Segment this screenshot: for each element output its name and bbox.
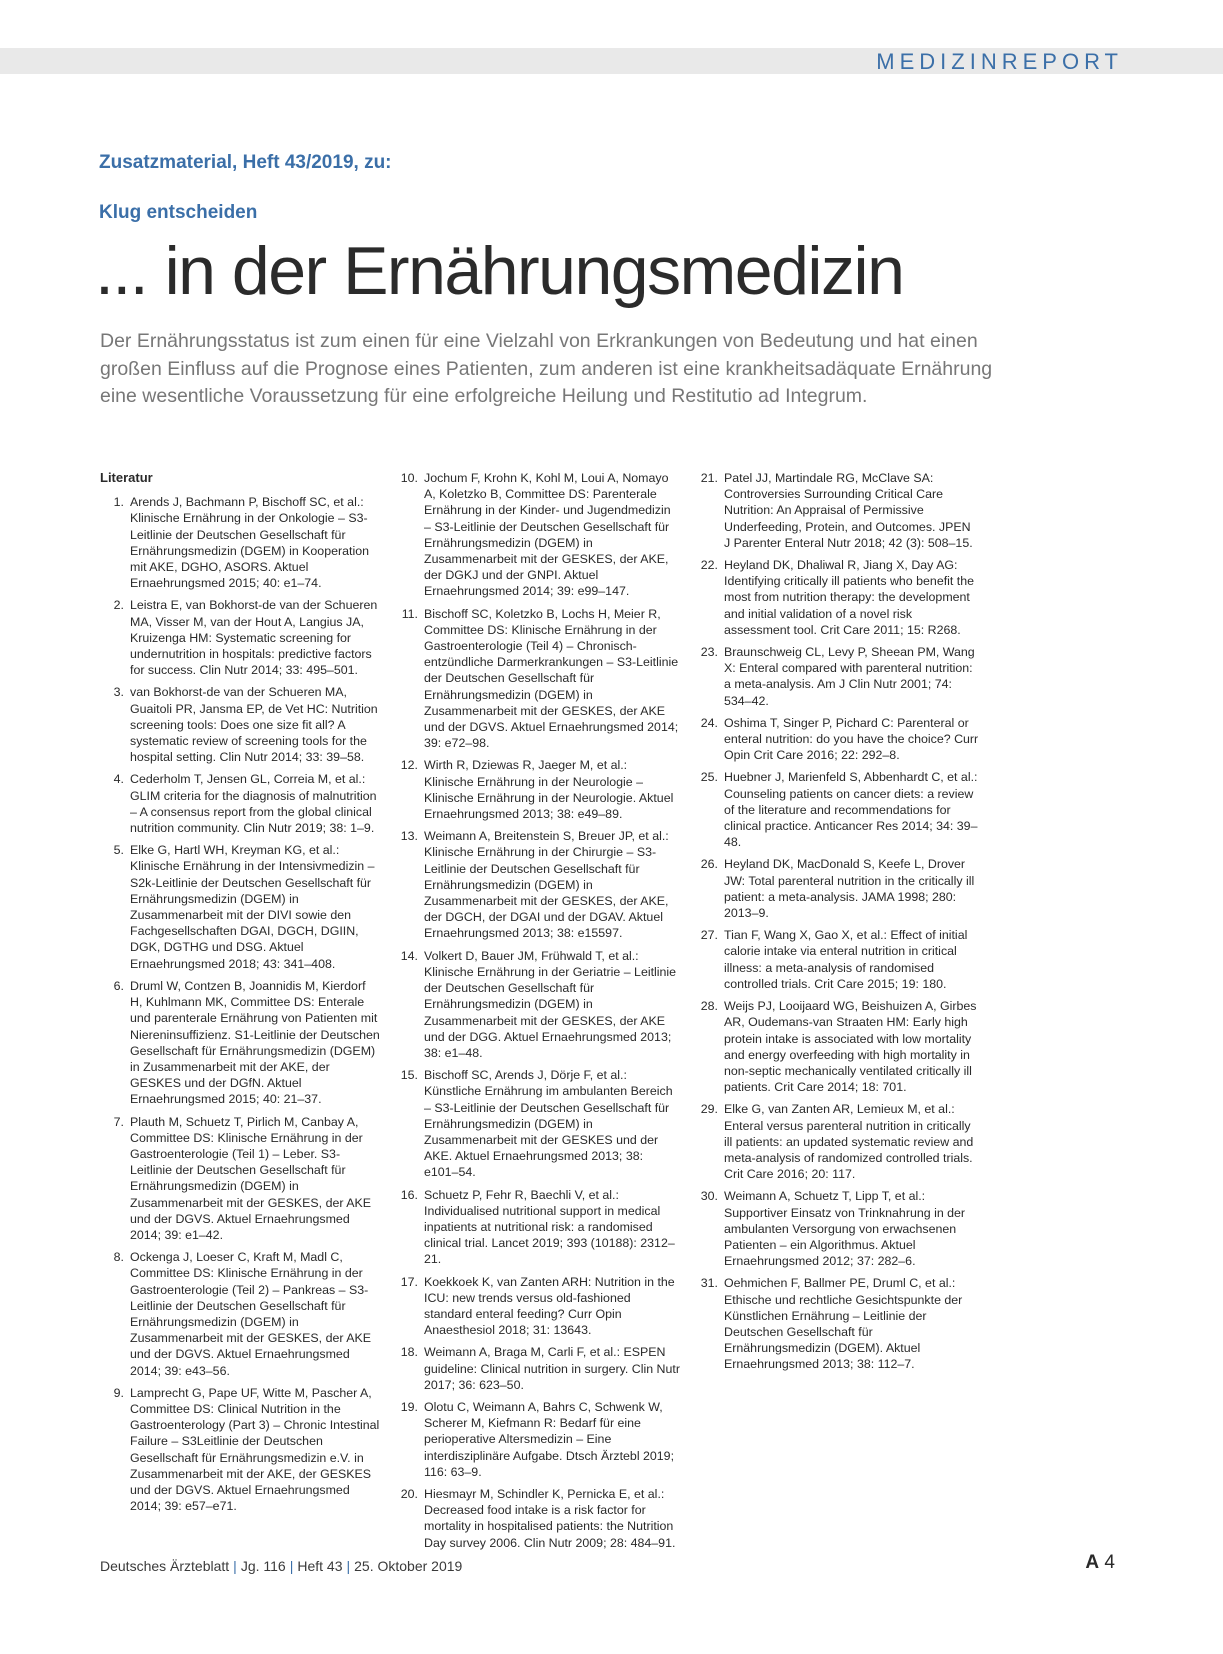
- reference-item: [100, 684, 380, 765]
- reference-text: Koekkoek K, van Zanten ARH: Nutrition in the ICU: new trends versus old-fashioned standard enteral feeding? Curr Opin Anaesthesiol 2018; 31: 13643.: [424, 1274, 675, 1338]
- reference-text: Jochum F, Krohn K, Kohl M, Loui A, Nomayo A, Koletzko B, Committee DS: Parenterale Ernährung in der Kinder- und Jugendmedizin – S3-Leitlinie der Deutschen Gesellschaft für Ernährungsmedizin (DGEM) in Zusammenarbeit mit der GESKES, der AKE, der DGKJ und der GNPI. Aktuel Ernaehrungsmed 2014; 39: e99–147.: [424, 471, 671, 599]
- reference-item: [690, 1275, 980, 1372]
- reference-number: 12.: [400, 758, 418, 773]
- reference-text: Lamprecht G, Pape UF, Witte M, Pascher A, Committee DS: Clinical Nutrition in the Gastroenterology (Part 3) – Chronic Intestinal Failure – S3Leitlinie der Deutschen Gesellschaft für Ernährungsmedizin e.V. in Zusammenarbeit mit der AKE, der GESKES und der DGVS. Aktuel Ernaehrungsmed 2014; 39: e57–e71.: [130, 1385, 380, 1514]
- reference-text: Elke G, Hartl WH, Kreyman KG, et al.: Klinische Ernährung in der Intensivmedizin – S2k-Leitlinie der Deutschen Gesellschaft für Ernährungsmedizin (DGEM) in Zusammenarbeit mit der DIVI sowie den Fachgesellschaften DGAI, DGCH, DGIIN, DGK, DGTHG und DSG. Aktuel Ernaehrungsmed 2018; 43: 341–408.: [130, 843, 375, 971]
- reference-item: [690, 557, 980, 638]
- reference-item: [390, 470, 680, 600]
- reference-item: [390, 1187, 680, 1268]
- reference-number: 16.: [400, 1187, 418, 1202]
- reference-text: Bischoff SC, Koletzko B, Lochs H, Meier R, Committee DS: Klinische Ernährung in der Gastroenterologie (Teil 4) – Chronisch-entzündliche Darmerkrankungen – S3-Leitlinie der Deutschen Gesellschaft für Ernährungsmedizin (DGEM) in Zusammenarbeit mit der GESKES, der AKE und der DGVS. Aktuel Ernaehrungsmed 2014; 39: e72–98.: [424, 606, 679, 751]
- reference-item: [100, 771, 380, 836]
- reference-text: Weimann A, Braga M, Carli F, et al.: ESPEN guideline: Clinical nutrition in surgery. Clin Nutr 2017; 36: 623–50.: [424, 1345, 680, 1392]
- reference-number: 26.: [700, 857, 718, 872]
- reference-text: Plauth M, Schuetz T, Pirlich M, Canbay A, Committee DS: Klinische Ernährung in der Gastroenterologie (Teil 1) – Leber. S3-Leitlinie der Deutschen Gesellschaft für Ernährungsmedizin (DGEM) in Zusammenarbeit mit der GESKES, der AKE und der DGVS. Aktuel Ernaehrungsmed 2014; 39: e1–42.: [130, 1114, 372, 1242]
- reference-item: [390, 828, 680, 941]
- reference-text: Huebner J, Marienfeld S, Abbenhardt C, et al.: Counseling patients on cancer diets: a review of the literature and recommendations for clinical practice. Anticancer Res 2014; 34: 39–48.: [724, 770, 978, 850]
- reference-number: 14.: [400, 948, 418, 963]
- reference-item: [100, 842, 380, 972]
- series-kicker: Klug entscheiden: [99, 202, 258, 223]
- reference-number: 29.: [700, 1102, 718, 1117]
- reference-item: [690, 769, 980, 850]
- reference-number: 18.: [400, 1345, 418, 1360]
- reference-number: 28.: [700, 999, 718, 1014]
- reference-number: 21.: [700, 471, 718, 485]
- reference-item: [100, 978, 380, 1108]
- reference-item: [390, 606, 680, 752]
- reference-item: [690, 856, 980, 921]
- reference-item: [390, 1486, 680, 1551]
- footer-volume: Jg. 116: [240, 1558, 286, 1574]
- reference-text: Ockenga J, Loeser C, Kraft M, Madl C, Committee DS: Klinische Ernährung in der Gastroenterologie (Teil 2) – Pankreas – S3-Leitlinie der Deutschen Gesellschaft für Ernährungsmedizin (DGEM) in Zusammenarbeit mit der GESKES, der AKE und der DGVS. Aktuel Ernaehrungsmed 2014; 39: e43–56.: [130, 1250, 372, 1378]
- reference-item: [100, 1249, 380, 1379]
- reference-item: [390, 1344, 680, 1393]
- reference-number: 5.: [113, 843, 124, 858]
- reference-text: Heyland DK, Dhaliwal R, Jiang X, Day AG: Identifying critically ill patients who benefit the most from nutrition therapy: the development and initial validation of a novel risk assessment tool. Crit Care 2011; 15: R268.: [724, 558, 975, 637]
- reference-number: 27.: [700, 928, 718, 943]
- reference-text: Patel JJ, Martindale RG, McClave SA: Controversies Surrounding Critical Care Nutrition: An Appraisal of Permissive Underfeeding, Protein, and Outcomes. JPEN J Parenter Enteral Nutr 2018; 42 (3): 508–15.: [724, 471, 973, 550]
- reference-text: Olotu C, Weimann A, Bahrs C, Schwenk W, Scherer M, Kiefmann R: Bedarf für eine perioperative Altersmedizin – Eine interdisziplinäre Aufgabe. Dtsch Ärztebl 2019; 116: 63–9.: [424, 1399, 675, 1479]
- references-column-1: [100, 470, 380, 1520]
- reference-item: [390, 1399, 680, 1480]
- reference-number: 17.: [400, 1274, 418, 1289]
- reference-number: 20.: [400, 1486, 418, 1501]
- reference-item: [100, 1385, 380, 1515]
- reference-text: Weijs PJ, Looijaard WG, Beishuizen A, Girbes AR, Oudemans-van Straaten HM: Early high protein intake is associated with low mortality and energy overfeeding with high mortality in non-septic mechanically ventilated critically ill patients. Crit Care 2014; 18: 701.: [724, 999, 977, 1095]
- reference-number: 4.: [113, 772, 124, 787]
- reference-text: Weimann A, Breitenstein S, Breuer JP, et al.: Klinische Ernährung in der Chirurgie – S3-Leitlinie der Deutschen Gesellschaft für Ernährungsmedizin (DGEM) in Zusammenarbeit mit der GESKES, der AKE, der DGCH, der DGAI und der DGAV. Aktuel Ernaehrungsmed 2013; 38: e15597.: [424, 829, 669, 941]
- references-column-3: [690, 470, 980, 1379]
- reference-text: Oehmichen F, Ballmer PE, Druml C, et al.: Ethische und rechtliche Gesichtspunkte der Künstlichen Ernährung – Leitlinie der Deutschen Gesellschaft für Ernährungsmedizin (DGEM). Aktuel Ernaehrungsmed 2013; 38: 112–7.: [724, 1276, 963, 1372]
- page-number: [1085, 1552, 1115, 1574]
- reference-item: [390, 1067, 680, 1180]
- reference-number: 10.: [400, 471, 418, 485]
- reference-text: Weimann A, Schuetz T, Lipp T, et al.: Supportiver Einsatz von Trinknahrung in der ambulanten Versorgung von erwachsenen Patienten – ein Algorithmus. Aktuel Ernaehrungsmed 2012; 37: 282–6.: [724, 1189, 966, 1269]
- reference-number: 31.: [700, 1276, 718, 1291]
- reference-text: Volkert D, Bauer JM, Frühwald T, et al.: Klinische Ernährung in der Geriatrie – Leitlinie der Deutschen Gesellschaft für Ernährungsmedizin (DGEM) in Zusammenarbeit mit der GESKES, der AKE und der DGG. Aktuel Ernaehrungsmed 2013; 38: e1–48.: [424, 948, 677, 1060]
- lead-paragraph: Der Ernährungsstatus ist zum einen für eine Vielzahl von Erkrankungen von Bedeutung und hat einen großen Einfluss auf die Prognose eines Patienten, zum anderen ist eine krankheitsadäquate Ernährung eine wesentliche Voraussetzung für eine erfolgreiche Heilung und Restitutio ad Integrum.: [100, 330, 993, 407]
- reference-number: 30.: [700, 1189, 718, 1204]
- section-label: MEDIZINREPORT: [876, 49, 1123, 74]
- footer: Deutsches Ärzteblatt | Jg. 116 | Heft 43 | 25. Oktober 2019: [100, 1558, 463, 1574]
- reference-text: Heyland DK, MacDonald S, Keefe L, Drover JW: Total parenteral nutrition in the critically ill patient: a meta-analysis. JAMA 1998; 280: 2013–9.: [724, 857, 975, 921]
- references-column-2: [390, 470, 680, 1557]
- reference-item: [100, 597, 380, 678]
- reference-number: 3.: [113, 685, 124, 700]
- reference-text: Braunschweig CL, Levy P, Sheean PM, Wang X: Enteral compared with parenteral nutrition: a meta-analysis. Am J Clin Nutr 2001; 74: 534–42.: [724, 645, 975, 708]
- reference-item: [690, 1188, 980, 1269]
- supplement-kicker: Zusatzmaterial, Heft 43/2019, zu:: [99, 152, 392, 173]
- reference-number: 1.: [113, 495, 124, 510]
- reference-number: 23.: [700, 645, 718, 660]
- literature-heading: Literatur: [100, 470, 153, 485]
- reference-item: [690, 998, 980, 1095]
- reference-text: Druml W, Contzen B, Joannidis M, Kierdorf H, Kuhlmann MK, Committee DS: Enterale und parenterale Ernährung von Patienten mit Niereninsuffizienz. S1-Leitlinie der Deutschen Gesellschaft für Ernährungsmedizin (DGEM) in Zusammenarbeit mit der AKE, der GESKES und der DGfN. Aktuel Ernaehrungsmed 2015; 40: 21–37.: [130, 978, 380, 1107]
- reference-number: 8.: [113, 1250, 124, 1265]
- reference-item: [100, 494, 380, 591]
- reference-text: Bischoff SC, Arends J, Dörje F, et al.: Künstliche Ernährung im ambulanten Bereich – S3-Leitlinie der Deutschen Gesellschaft für Ernährungsmedizin (DGEM) in Zusammenarbeit mit der GESKES und der AKE. Aktuel Ernaehrungsmed 2013; 38: e101–54.: [424, 1068, 673, 1180]
- reference-item: [690, 715, 980, 764]
- reference-number: 9.: [113, 1385, 124, 1400]
- reference-item: [390, 1274, 680, 1339]
- reference-text: Oshima T, Singer P, Pichard C: Parenteral or enteral nutrition: do you have the choice? Curr Opin Crit Care 2016; 22: 292–8.: [724, 715, 979, 763]
- reference-item: [390, 948, 680, 1061]
- page-number-value: 4: [1104, 1552, 1115, 1573]
- reference-item: [690, 644, 980, 709]
- footer-journal: Deutsches Ärzteblatt: [100, 1558, 230, 1574]
- reference-text: Tian F, Wang X, Gao X, et al.: Effect of initial calorie intake via enteral nutrition in critical illness: a meta-analysis of randomised controlled trials. Crit Care 2015; 19: 180.: [724, 928, 968, 991]
- reference-text: Hiesmayr M, Schindler K, Pernicka E, et al.: Decreased food intake is a risk factor for mortality in hospitalised patients: the Nutrition Day survey 2006. Clin Nutr 2009; 28: 484–91.: [424, 1486, 676, 1550]
- reference-text: Wirth R, Dziewas R, Jaeger M, et al.: Klinische Ernährung in der Neurologie – Klinische Ernährung in der Neurologie. Aktuel Ernaehrungsmed 2013; 38: e49–89.: [424, 758, 674, 822]
- footer-date: 25. Oktober 2019: [354, 1558, 463, 1574]
- reference-number: 11.: [401, 606, 418, 621]
- page-prefix: A: [1085, 1552, 1100, 1573]
- reference-number: 19.: [400, 1399, 418, 1414]
- footer-issue: Heft 43: [297, 1558, 343, 1574]
- reference-text: Leistra E, van Bokhorst-de van der Schueren MA, Visser M, van der Hout A, Langius JA, Kruizenga HM: Systematic screening for undernutrition in hospitals: predictive factors for success. Clin Nutr 2014; 33: 495–501.: [130, 598, 378, 678]
- reference-item: [390, 757, 680, 822]
- reference-number: 2.: [113, 598, 124, 613]
- reference-text: Elke G, van Zanten AR, Lemieux M, et al.: Enteral versus parenteral nutrition in critically ill patients: an updated systematic review and meta-analysis of randomized controlled trials. Crit Care 2016; 20: 117.: [724, 1102, 974, 1182]
- page-title: ... in der Ernährungsmedizin: [95, 233, 904, 309]
- reference-number: 6.: [113, 978, 124, 993]
- reference-text: Schuetz P, Fehr R, Baechli V, et al.: Individualised nutritional support in medical inpatients at nutritional risk: a randomised clinical trial. Lancet 2019; 393 (10188): 2312–21.: [424, 1187, 675, 1267]
- reference-item: [100, 1114, 380, 1244]
- reference-text: Cederholm T, Jensen GL, Correia M, et al.: GLIM criteria for the diagnosis of malnutrition – A consensus report from the global clinical nutrition community. Clin Nutr 2019; 38: 1–9.: [130, 772, 377, 836]
- reference-number: 22.: [700, 558, 718, 573]
- reference-item: [690, 927, 980, 992]
- reference-text: Arends J, Bachmann P, Bischoff SC, et al.: Klinische Ernährung in der Onkologie – S3-Leitlinie der Deutschen Gesellschaft für Ernährungsmedizin (DGEM) in Kooperation mit AKE, DGHO, ASORS. Aktuel Ernaehrungsmed 2015; 40: e1–74.: [130, 495, 369, 591]
- reference-number: 15.: [400, 1068, 418, 1083]
- reference-number: 24.: [700, 715, 718, 730]
- reference-number: 7.: [113, 1114, 124, 1129]
- reference-number: 13.: [400, 829, 418, 844]
- reference-text: van Bokhorst-de van der Schueren MA, Guaitoli PR, Jansma EP, de Vet HC: Nutrition screening tools: Does one size fit all? A systematic review of screening tools for the hospital setting. Clin Nutr 2014; 33: 39–58.: [130, 685, 378, 765]
- reference-number: 25.: [700, 770, 718, 785]
- reference-item: [690, 1101, 980, 1182]
- reference-item: [690, 470, 980, 551]
